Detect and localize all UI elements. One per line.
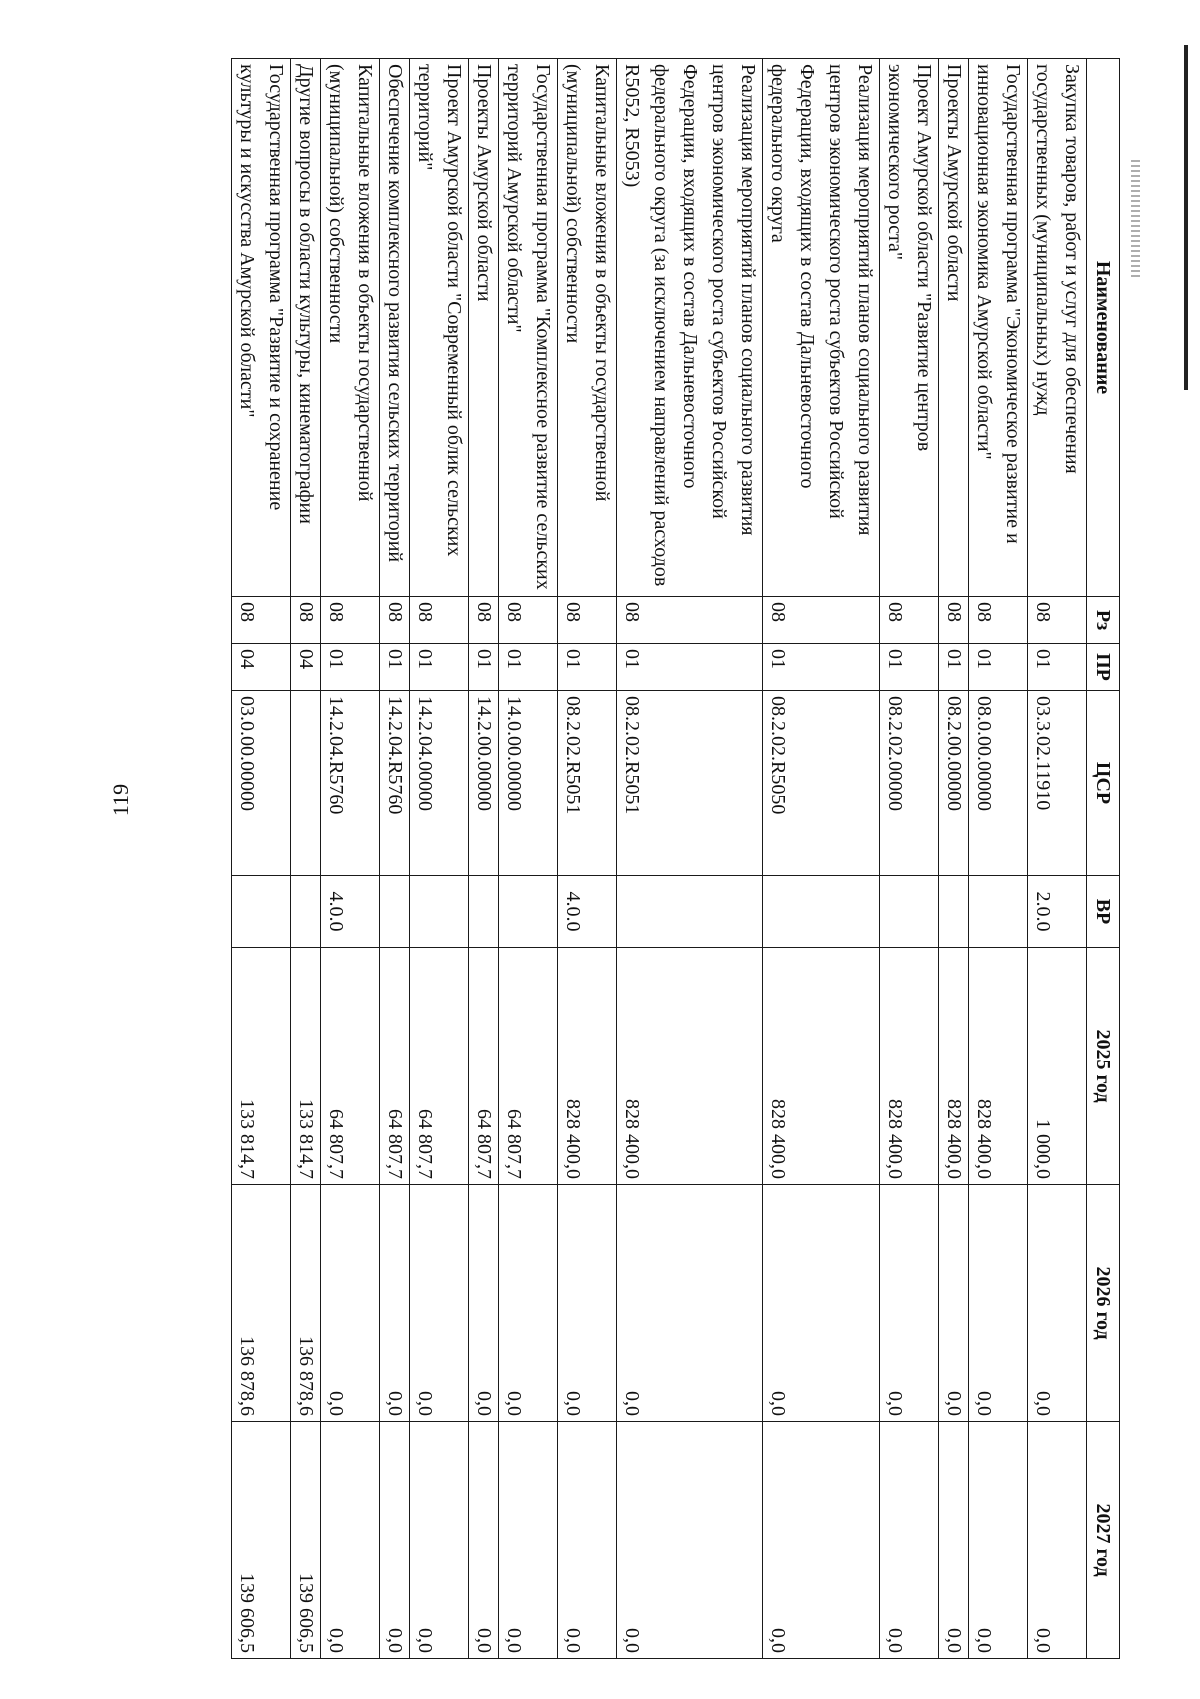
- header-2025: 2025 год: [1087, 948, 1120, 1185]
- rz-cell: 08: [939, 597, 969, 644]
- value-2026-cell: 0,0: [321, 1185, 380, 1422]
- rz-cell: 08: [469, 597, 499, 644]
- vr-cell: [617, 876, 763, 948]
- scan-noise-mark: [1131, 160, 1140, 280]
- value-2025-cell: 828 400,0: [763, 948, 880, 1185]
- value-2026-cell: 0,0: [380, 1185, 410, 1422]
- value-2026-cell: 0,0: [469, 1185, 499, 1422]
- table-row: [969, 59, 1028, 1659]
- rz-cell: 08: [410, 597, 469, 644]
- rz-cell: 08: [617, 597, 763, 644]
- name-cell: Проект Амурской области "Развитие центров экономического роста": [880, 59, 939, 597]
- pr-cell: 01: [499, 644, 558, 691]
- pr-cell: 01: [617, 644, 763, 691]
- value-2026-cell: 0,0: [880, 1185, 939, 1422]
- name-cell: Проекты Амурской области: [939, 59, 969, 597]
- pr-cell: 01: [558, 644, 617, 691]
- pr-cell: 01: [321, 644, 380, 691]
- name-cell: Государственная программа "Комплексное развитие сельских территорий Амурской области": [499, 59, 558, 597]
- table-row: [939, 59, 969, 1659]
- budget-table: [231, 58, 1120, 1659]
- pr-cell: 01: [469, 644, 499, 691]
- table-row: [617, 59, 763, 1659]
- table-row: [558, 59, 617, 1659]
- name-cell: Закупка товаров, работ и услуг для обеспечения государственных (муниципальных) нужд: [1028, 59, 1087, 597]
- csr-cell: 14.2.00.00000: [469, 691, 499, 876]
- pr-cell: 01: [410, 644, 469, 691]
- name-cell: Другие вопросы в области культуры, кинематографии: [291, 59, 321, 597]
- value-2025-cell: 828 400,0: [617, 948, 763, 1185]
- vr-cell: [232, 876, 291, 948]
- header-csr: ЦСР: [1087, 691, 1120, 876]
- value-2025-cell: 64 807,7: [380, 948, 410, 1185]
- table-row: [880, 59, 939, 1659]
- vr-cell: 2.0.0: [1028, 876, 1087, 948]
- value-2027-cell: 0,0: [969, 1422, 1028, 1659]
- value-2027-cell: 0,0: [558, 1422, 617, 1659]
- value-2027-cell: 0,0: [410, 1422, 469, 1659]
- value-2026-cell: 0,0: [939, 1185, 969, 1422]
- vr-cell: [939, 876, 969, 948]
- pr-cell: 01: [939, 644, 969, 691]
- value-2027-cell: 0,0: [939, 1422, 969, 1659]
- rz-cell: 08: [763, 597, 880, 644]
- value-2027-cell: 0,0: [321, 1422, 380, 1659]
- csr-cell: 14.0.00.00000: [499, 691, 558, 876]
- header-rz: Рз: [1087, 597, 1120, 644]
- name-cell: Государственная программа "Развитие и сохранение культуры и искусства Амурской области": [232, 59, 291, 597]
- value-2025-cell: 64 807,7: [321, 948, 380, 1185]
- table-row: [410, 59, 469, 1659]
- page-number: 119: [108, 783, 133, 817]
- rz-cell: 08: [969, 597, 1028, 644]
- value-2027-cell: 0,0: [469, 1422, 499, 1659]
- name-cell: Обеспечение комплексного развития сельских территорий: [380, 59, 410, 597]
- value-2025-cell: 64 807,7: [410, 948, 469, 1185]
- table-row: [321, 59, 380, 1659]
- vr-cell: [291, 876, 321, 948]
- name-cell: Капитальные вложения в объекты государственной (муниципальной) собственности: [558, 59, 617, 597]
- table-row: [469, 59, 499, 1659]
- pr-cell: 04: [232, 644, 291, 691]
- vr-cell: [469, 876, 499, 948]
- rz-cell: 08: [291, 597, 321, 644]
- value-2026-cell: 0,0: [499, 1185, 558, 1422]
- header-pr: ПР: [1087, 644, 1120, 691]
- scan-edge-mark: [1184, 45, 1188, 390]
- rz-cell: 08: [380, 597, 410, 644]
- csr-cell: 03.0.00.00000: [232, 691, 291, 876]
- rotated-page-content: [170, 58, 1120, 1658]
- vr-cell: [969, 876, 1028, 948]
- rz-cell: 08: [1028, 597, 1087, 644]
- value-2026-cell: 136 878,6: [232, 1185, 291, 1422]
- vr-cell: [499, 876, 558, 948]
- pr-cell: 01: [763, 644, 880, 691]
- name-cell: Проекты Амурской области: [469, 59, 499, 597]
- value-2026-cell: 0,0: [1028, 1185, 1087, 1422]
- pr-cell: 04: [291, 644, 321, 691]
- header-2027: 2027 год: [1087, 1422, 1120, 1659]
- value-2027-cell: 0,0: [380, 1422, 410, 1659]
- csr-cell: 14.2.04.00000: [410, 691, 469, 876]
- name-cell: Проект Амурской области "Современный облик сельских территорий": [410, 59, 469, 597]
- vr-cell: [880, 876, 939, 948]
- table-row: [763, 59, 880, 1659]
- vr-cell: [380, 876, 410, 948]
- csr-cell: 14.2.04.R5760: [321, 691, 380, 876]
- vr-cell: 4.0.0: [558, 876, 617, 948]
- value-2027-cell: 0,0: [617, 1422, 763, 1659]
- csr-cell: 14.2.04.R5760: [380, 691, 410, 876]
- rz-cell: 08: [880, 597, 939, 644]
- value-2027-cell: 139 606,5: [232, 1422, 291, 1659]
- table-body: [232, 59, 1087, 1659]
- csr-cell: 08.0.00.00000: [969, 691, 1028, 876]
- vr-cell: [763, 876, 880, 948]
- header-2026: 2026 год: [1087, 1185, 1120, 1422]
- value-2026-cell: 0,0: [969, 1185, 1028, 1422]
- name-cell: Реализация мероприятий планов социального развития центров экономического роста субъектов Российской Федерации, входящих в состав Дальневосточного федерального округа: [763, 59, 880, 597]
- value-2026-cell: 136 878,6: [291, 1185, 321, 1422]
- pr-cell: 01: [380, 644, 410, 691]
- table-row: [232, 59, 291, 1659]
- table-row: [499, 59, 558, 1659]
- value-2027-cell: 139 606,5: [291, 1422, 321, 1659]
- name-cell: Капитальные вложения в объекты государственной (муниципальной) собственности: [321, 59, 380, 597]
- value-2025-cell: 828 400,0: [558, 948, 617, 1185]
- table-header-row: [1087, 59, 1120, 1659]
- pr-cell: 01: [1028, 644, 1087, 691]
- vr-cell: 4.0.0: [321, 876, 380, 948]
- value-2025-cell: 1 000,0: [1028, 948, 1087, 1185]
- table-row: [1028, 59, 1087, 1659]
- value-2025-cell: 133 814,7: [232, 948, 291, 1185]
- csr-cell: 08.2.02.00000: [880, 691, 939, 876]
- value-2025-cell: 828 400,0: [939, 948, 969, 1185]
- value-2026-cell: 0,0: [617, 1185, 763, 1422]
- pr-cell: 01: [969, 644, 1028, 691]
- table-row: [380, 59, 410, 1659]
- value-2025-cell: 828 400,0: [969, 948, 1028, 1185]
- value-2025-cell: 133 814,7: [291, 948, 321, 1185]
- value-2026-cell: 0,0: [558, 1185, 617, 1422]
- name-cell: Государственная программа "Экономическое развитие и инновационная экономика Амурской области": [969, 59, 1028, 597]
- value-2027-cell: 0,0: [880, 1422, 939, 1659]
- header-name: Наименование: [1087, 59, 1120, 597]
- csr-cell: 03.3.02.11910: [1028, 691, 1087, 876]
- csr-cell: 08.2.02.R5051: [617, 691, 763, 876]
- rz-cell: 08: [232, 597, 291, 644]
- csr-cell: 08.2.02.R5050: [763, 691, 880, 876]
- rz-cell: 08: [499, 597, 558, 644]
- value-2025-cell: 64 807,7: [469, 948, 499, 1185]
- csr-cell: [291, 691, 321, 876]
- value-2026-cell: 0,0: [763, 1185, 880, 1422]
- value-2025-cell: 828 400,0: [880, 948, 939, 1185]
- pr-cell: 01: [880, 644, 939, 691]
- value-2027-cell: 0,0: [763, 1422, 880, 1659]
- rz-cell: 08: [558, 597, 617, 644]
- csr-cell: 08.2.00.00000: [939, 691, 969, 876]
- table-row: [291, 59, 321, 1659]
- value-2027-cell: 0,0: [499, 1422, 558, 1659]
- value-2025-cell: 64 807,7: [499, 948, 558, 1185]
- rz-cell: 08: [321, 597, 380, 644]
- header-vr: ВР: [1087, 876, 1120, 948]
- vr-cell: [410, 876, 469, 948]
- value-2027-cell: 0,0: [1028, 1422, 1087, 1659]
- value-2026-cell: 0,0: [410, 1185, 469, 1422]
- csr-cell: 08.2.02.R5051: [558, 691, 617, 876]
- name-cell: Реализация мероприятий планов социального развития центров экономического роста субъектов Российской Федерации, входящих в состав Дальневосточного федерального округа (за исключением направлений расходов R5052, R5053): [617, 59, 763, 597]
